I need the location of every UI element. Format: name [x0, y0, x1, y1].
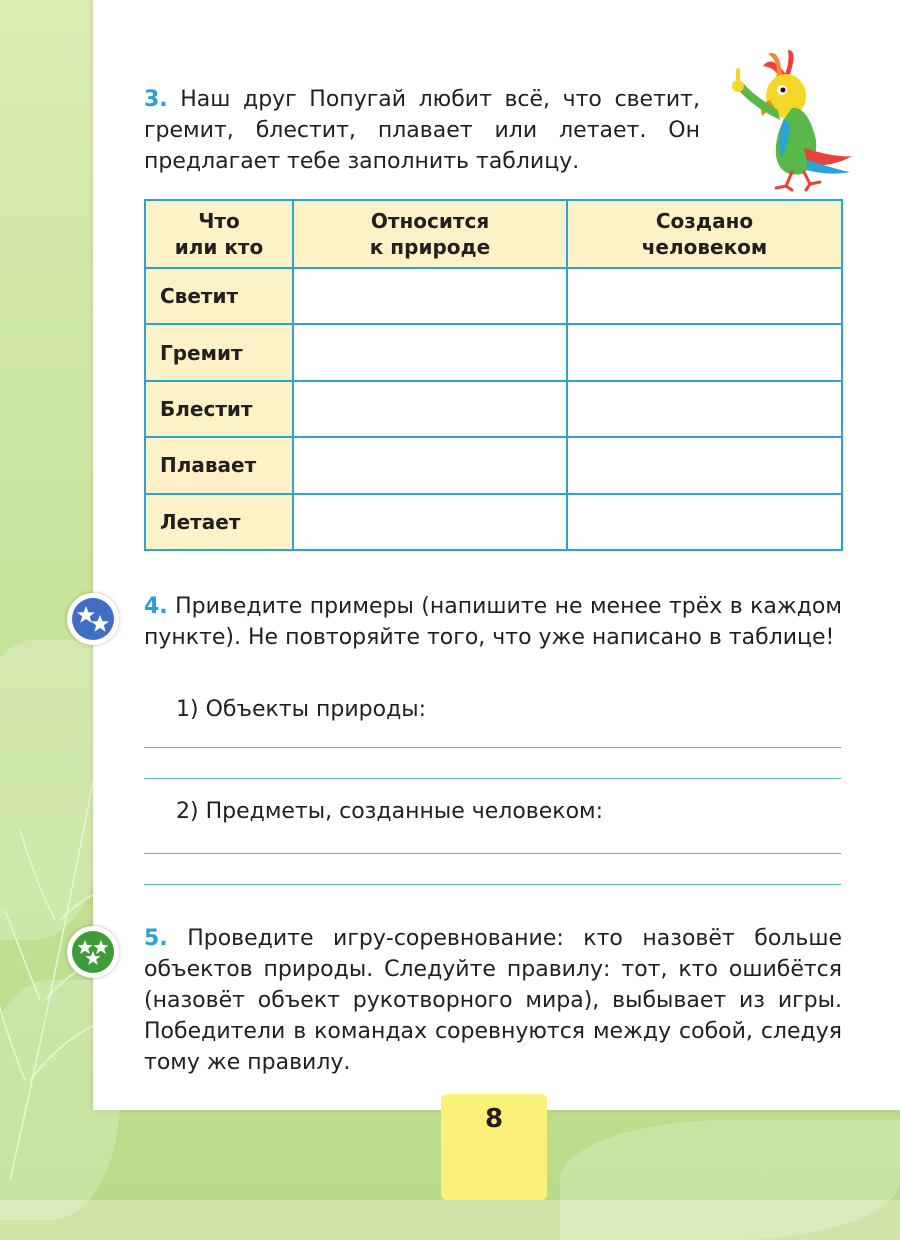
column-header-man-made	[567, 200, 842, 268]
properties-table	[144, 199, 843, 551]
task-3-body: Наш друг Попугай любит всё, что светит, гремит, блестит, плавает или летает. Он предлагает тебе заполнить таблицу.	[144, 87, 700, 174]
header-line: или кто	[174, 235, 264, 259]
page-number: 8	[441, 1094, 547, 1200]
answer-cell-nature[interactable]	[293, 437, 567, 493]
header-line: Относится	[370, 209, 490, 233]
parrot-illustration	[718, 48, 854, 192]
table-row	[145, 324, 842, 380]
answer-cell-man-made[interactable]	[567, 324, 842, 380]
header-line: Создано	[655, 209, 754, 233]
row-label: Светит	[145, 268, 293, 324]
answer-cell-man-made[interactable]	[567, 268, 842, 324]
row-label: Блестит	[145, 381, 293, 437]
task-3-text	[144, 84, 700, 177]
task-4-item-2: 2) Предметы, созданные человеком:	[176, 799, 604, 824]
answer-cell-man-made[interactable]	[567, 494, 842, 550]
table-row	[145, 437, 842, 493]
answer-cell-nature[interactable]	[293, 324, 567, 380]
task-4-number: 4.	[144, 594, 168, 619]
writing-line[interactable]	[144, 778, 841, 779]
task-4-body: Приведите примеры (напишите не менее трёх в каждом пункте). Не повторяйте того, что уже написано в таблице!	[144, 594, 842, 650]
table-header-row	[145, 200, 842, 268]
header-line: Что	[198, 209, 240, 233]
task-4-text	[144, 591, 842, 653]
answer-cell-nature[interactable]	[293, 268, 567, 324]
writing-line[interactable]	[144, 884, 841, 885]
answer-cell-man-made[interactable]	[567, 437, 842, 493]
task-5-number: 5.	[144, 926, 168, 951]
task-3-number: 3.	[144, 87, 168, 112]
header-line: к природе	[369, 235, 491, 259]
table-row	[145, 381, 842, 437]
column-header-what-or-who	[145, 200, 293, 268]
column-header-nature	[293, 200, 567, 268]
answer-cell-nature[interactable]	[293, 494, 567, 550]
answer-cell-nature[interactable]	[293, 381, 567, 437]
row-label: Летает	[145, 494, 293, 550]
table-row	[145, 494, 842, 550]
row-label: Гремит	[145, 324, 293, 380]
task-5-body: Проведите игру-соревнование: кто назовёт больше объектов природы. Следуйте правилу: тот, кто ошибётся (назовёт объект рукотворного мира), выбывает из игры. Победители в командах соревнуются между собой, следуя тому же правилу.	[144, 926, 842, 1075]
writing-line[interactable]	[144, 747, 841, 748]
writing-line[interactable]	[144, 853, 841, 854]
task-5-text	[144, 923, 842, 1078]
background-leaf	[560, 1120, 900, 1240]
three-star-badge-icon	[67, 926, 119, 978]
row-label: Плавает	[145, 437, 293, 493]
task-4-item-1: 1) Объекты природы:	[176, 697, 427, 722]
answer-cell-man-made[interactable]	[567, 381, 842, 437]
two-star-badge-icon	[67, 593, 119, 645]
table-row	[145, 268, 842, 324]
header-line: человеком	[641, 235, 768, 259]
